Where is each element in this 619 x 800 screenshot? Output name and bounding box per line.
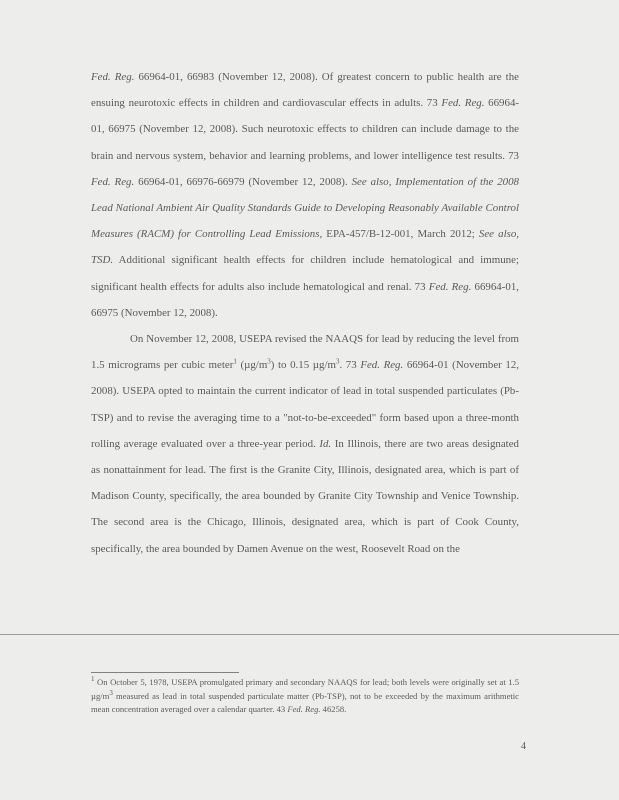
- text-run: (µg/m: [236, 359, 268, 372]
- body-text: [91, 64, 519, 562]
- paragraph-naaqs-revision: [91, 326, 519, 562]
- superscript: 3: [335, 357, 340, 366]
- text-run: Additional significant health effects for children include hematological and immune; significant health effects for adults also include hematological and renal. 73: [91, 254, 519, 293]
- citation: Fed. Reg.: [91, 71, 135, 83]
- scan-crease-line: [0, 634, 619, 635]
- page-number: 4: [521, 741, 526, 752]
- text-run: 66964-01, 66976-66979 (November 12, 2008).: [134, 175, 352, 188]
- citation: Fed. Reg.: [360, 359, 404, 372]
- citation: Fed. Reg.: [441, 97, 485, 110]
- text-run: On November 12, 2008, USEPA revised the NAAQS for lead by reducing the level from 1.5 micrograms per cubic meter: [91, 333, 519, 372]
- text-run: 66964-01, 66983 (November 12, 2008). Of greatest concern to public health are the ensuing neurotoxic effects in children and cardiovascular effects in adults. 73: [91, 71, 519, 110]
- footnote: [91, 676, 519, 717]
- see-also-citation: See also, TSD.: [91, 228, 520, 267]
- superscript: 3: [109, 688, 113, 697]
- footnote-separator: [91, 672, 239, 673]
- text-run: 66964-01 (November 12, 2008). USEPA opted to maintain the current indicator of lead in total suspended particulates (Pb-TSP) and to revise the averaging time to a "not-to-be-exceeded" form based upon a three-month rolling average evaluated over a three-year period.: [91, 359, 519, 450]
- citation: Fed. Reg.: [91, 175, 135, 188]
- text-run: In Illinois, there are two areas designated as nonattainment for lead. The first is the Granite City, Illinois, designated area, which is part of Madison County, specifically, the area bounded by Granite City Township and Venice Township. The second area is the Chicago, Illinois, designated area, which is part of Cook County, specifically, the area bounded by Damen Avenue on the west, Roosevelt Road on the: [91, 437, 519, 555]
- citation: Fed. Reg.: [428, 280, 472, 293]
- see-also-citation: See also, Implementation of the 2008 Lead National Ambient Air Quality Standards Guide to Developing Reasonably Available Control Measures (RACM) for Controlling Lead Emissions,: [91, 175, 520, 241]
- text-run: EPA-457/B-12-001, March 2012;: [322, 228, 479, 241]
- footnote-marker: 1: [91, 675, 95, 684]
- text-run: 66964-01, 66975 (November 12, 2008).: [91, 280, 519, 319]
- text-run: . 73: [339, 359, 361, 372]
- citation: Fed. Reg.: [287, 704, 321, 715]
- id-citation: Id.: [319, 437, 332, 450]
- text-run: On October 5, 1978, USEPA promulgated primary and secondary NAAQS for lead; both levels were originally set at 1.5 µg/m: [91, 677, 519, 701]
- footnote-reference: 1: [233, 357, 237, 366]
- text-run: measured as lead in total suspended particulate matter (Pb-TSP), not to be exceeded by the maximum arithmetic mean concentration averaged over a calendar quarter. 43: [91, 690, 519, 715]
- text-run: 46258.: [320, 704, 347, 715]
- text-run: ) to 0.15 µg/m: [270, 359, 336, 372]
- paragraph-health-effects: [91, 64, 519, 326]
- superscript: 3: [267, 357, 271, 366]
- text-run: 66964-01, 66975 (November 12, 2008). Such neurotoxic effects to children can include damage to the brain and nervous system, behavior and learning problems, and lower intelligence test results. 73: [91, 97, 520, 162]
